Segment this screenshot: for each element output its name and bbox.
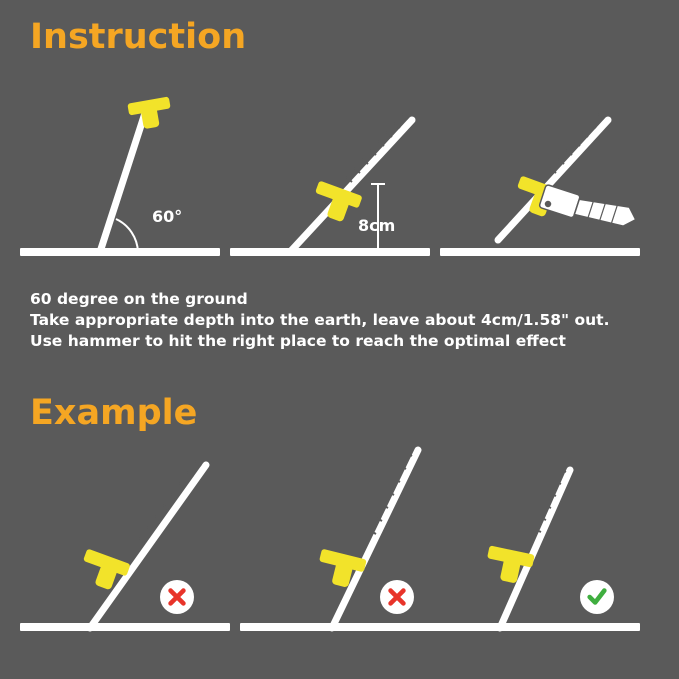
depth-diagram: [230, 80, 430, 270]
status-badge-incorrect-1: [160, 580, 194, 614]
stake-handle: [319, 549, 367, 588]
stake-shaft: [498, 114, 608, 240]
status-badge-correct: [580, 580, 614, 614]
ground-line-6: [440, 623, 640, 631]
caption-line-2: Take appropriate depth into the earth, leave about 4cm/1.58" out.: [30, 311, 610, 329]
stake-shaft: [100, 110, 146, 252]
instruction-heading: Instruction: [30, 17, 247, 57]
caption-line-3: Use hammer to hit the right place to reach the optimal effect: [30, 332, 566, 350]
ground-line-3: [440, 248, 640, 256]
angle-diagram: [20, 80, 220, 270]
caption-line-1: 60 degree on the ground: [30, 290, 248, 308]
ground-line-2: [230, 248, 430, 256]
depth-label: 8cm: [358, 216, 396, 235]
depth-panel: [230, 80, 430, 270]
hammer-icon: [539, 181, 639, 237]
strike-point-marker: [544, 200, 552, 208]
hammer-diagram: [440, 80, 650, 270]
cross-icon: [386, 586, 408, 608]
ground-line-5: [240, 623, 450, 631]
example-panel-3: [440, 450, 650, 650]
example-diagram-3: [440, 450, 650, 650]
example-panel-2: [240, 450, 450, 650]
ground-line-4: [20, 623, 230, 631]
stake-handle: [127, 96, 170, 129]
cross-icon: [166, 586, 188, 608]
angle-panel: [20, 80, 220, 270]
example-diagram-2: [240, 450, 450, 650]
example-diagram-1: [20, 450, 230, 650]
status-badge-incorrect-2: [380, 580, 414, 614]
check-icon: [586, 586, 608, 608]
stake-shaft: [500, 469, 570, 628]
ground-line-1: [20, 248, 220, 256]
example-heading: Example: [30, 393, 198, 433]
hammer-panel: [440, 80, 650, 270]
instruction-captions: [30, 289, 650, 352]
angle-label: 60°: [152, 207, 183, 226]
stake-handle: [487, 545, 535, 583]
example-panel-1: [20, 450, 230, 650]
